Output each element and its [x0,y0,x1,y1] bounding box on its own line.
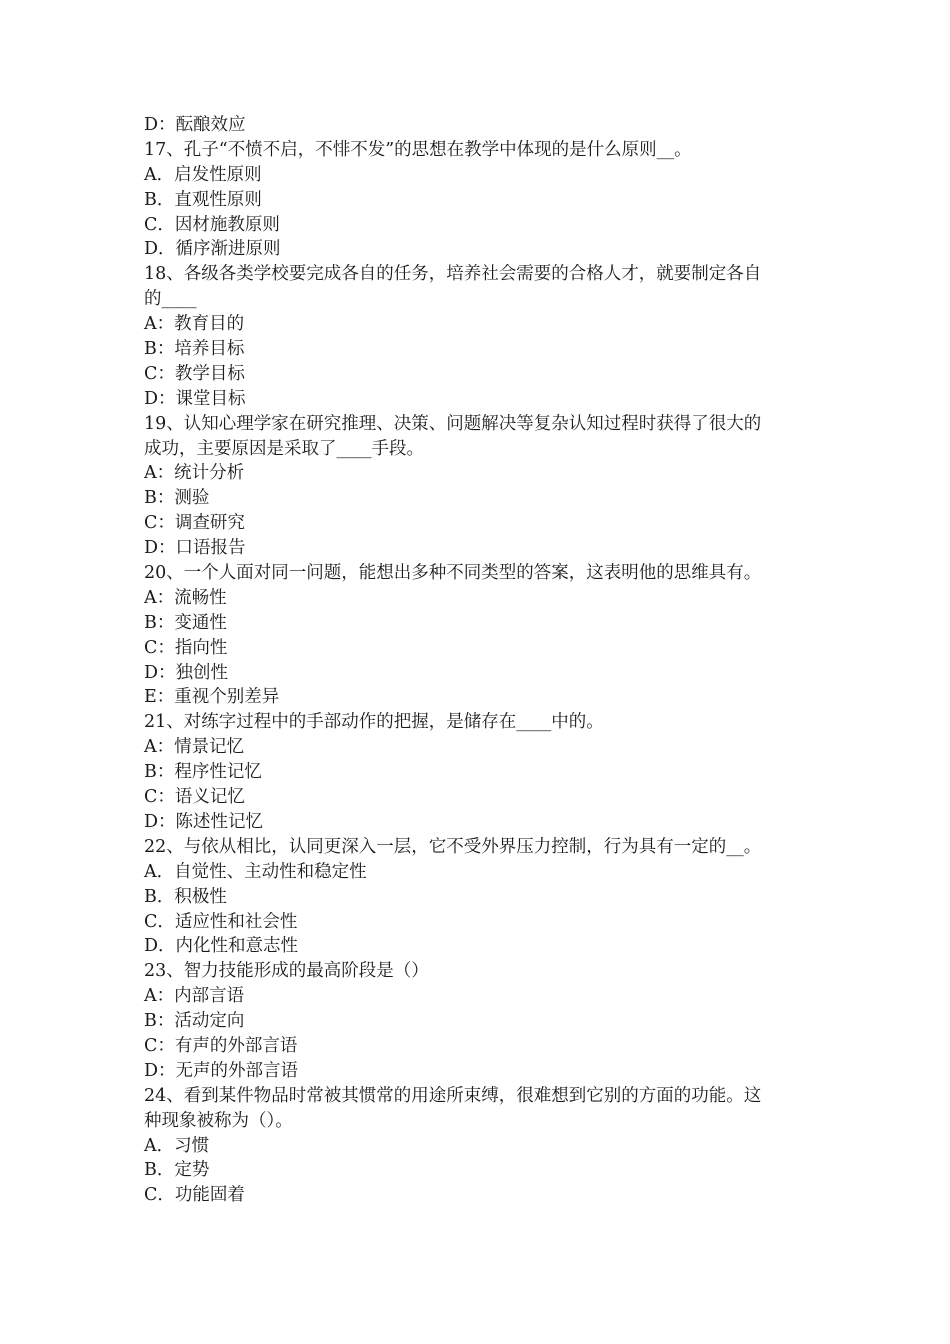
option-line: A：情景记忆 [144,737,245,758]
question-line: 17、孔子“不愤不启，不悱不发”的思想在教学中体现的是什么原则__。 [144,139,692,160]
document-page [144,113,812,1208]
question-line: 的____ [144,289,197,310]
question-line: 20、一个人面对同一问题，能想出多种不同类型的答案，这表明他的思维具有。 [144,563,762,584]
option-line: D：课堂目标 [144,388,246,409]
option-line: B：活动定向 [144,1011,245,1032]
option-line: C：语义记忆 [144,787,245,808]
option-line: A．启发性原则 [144,164,262,185]
option-line: C．因材施教原则 [144,214,280,235]
option-line: C：调查研究 [144,513,245,534]
option-line: B：测验 [144,488,210,509]
question-line: 24、看到某件物品时常被其惯常的用途所束缚，很难想到它别的方面的功能。这 [144,1085,762,1106]
question-line: 成功，主要原因是采取了____手段。 [144,438,424,459]
option-line: A：教育目的 [144,314,245,335]
question-line: 22、与依从相比，认同更深入一层，它不受外界压力控制，行为具有一定的__。 [144,836,762,857]
option-line: C．功能固着 [144,1185,245,1206]
option-line: A：流畅性 [144,587,227,608]
option-line: D．内化性和意志性 [144,936,299,957]
option-line: B：变通性 [144,612,227,633]
option-line: C：教学目标 [144,363,245,384]
option-line: D．循序渐进原则 [144,239,281,260]
question-line: 23、智力技能形成的最高阶段是（） [144,961,429,982]
option-line: A．习惯 [144,1135,210,1156]
option-line: C．适应性和社会性 [144,911,298,932]
option-line: D：酝酿效应 [144,115,246,135]
option-line: D：口语报告 [144,538,246,559]
option-line: B：培养目标 [144,339,245,360]
option-line: B．直观性原则 [144,189,262,210]
option-line: B：程序性记忆 [144,762,262,783]
question-line: 18、各级各类学校要完成各自的任务，培养社会需要的合格人才，就要制定各自 [144,264,762,285]
option-line: D：陈述性记忆 [144,811,264,832]
option-line: A．自觉性、主动性和稳定性 [144,861,367,882]
option-line: E：重视个别差异 [144,687,280,708]
option-line: A：统计分析 [144,463,245,484]
option-line: A：内部言语 [144,986,245,1007]
question-line: 种现象被称为（）。 [144,1110,293,1131]
question-line: 21、对练字过程中的手部动作的把握，是储存在____中的。 [144,712,604,733]
option-line: B．定势 [144,1160,210,1181]
option-line: D：独创性 [144,662,229,683]
option-line: C：有声的外部言语 [144,1035,298,1056]
option-line: D：无声的外部言语 [144,1060,299,1081]
question-line: 19、认知心理学家在研究推理、决策、问题解决等复杂认知过程时获得了很大的 [144,413,762,434]
option-line: B．积极性 [144,886,227,907]
option-line: C：指向性 [144,637,228,658]
